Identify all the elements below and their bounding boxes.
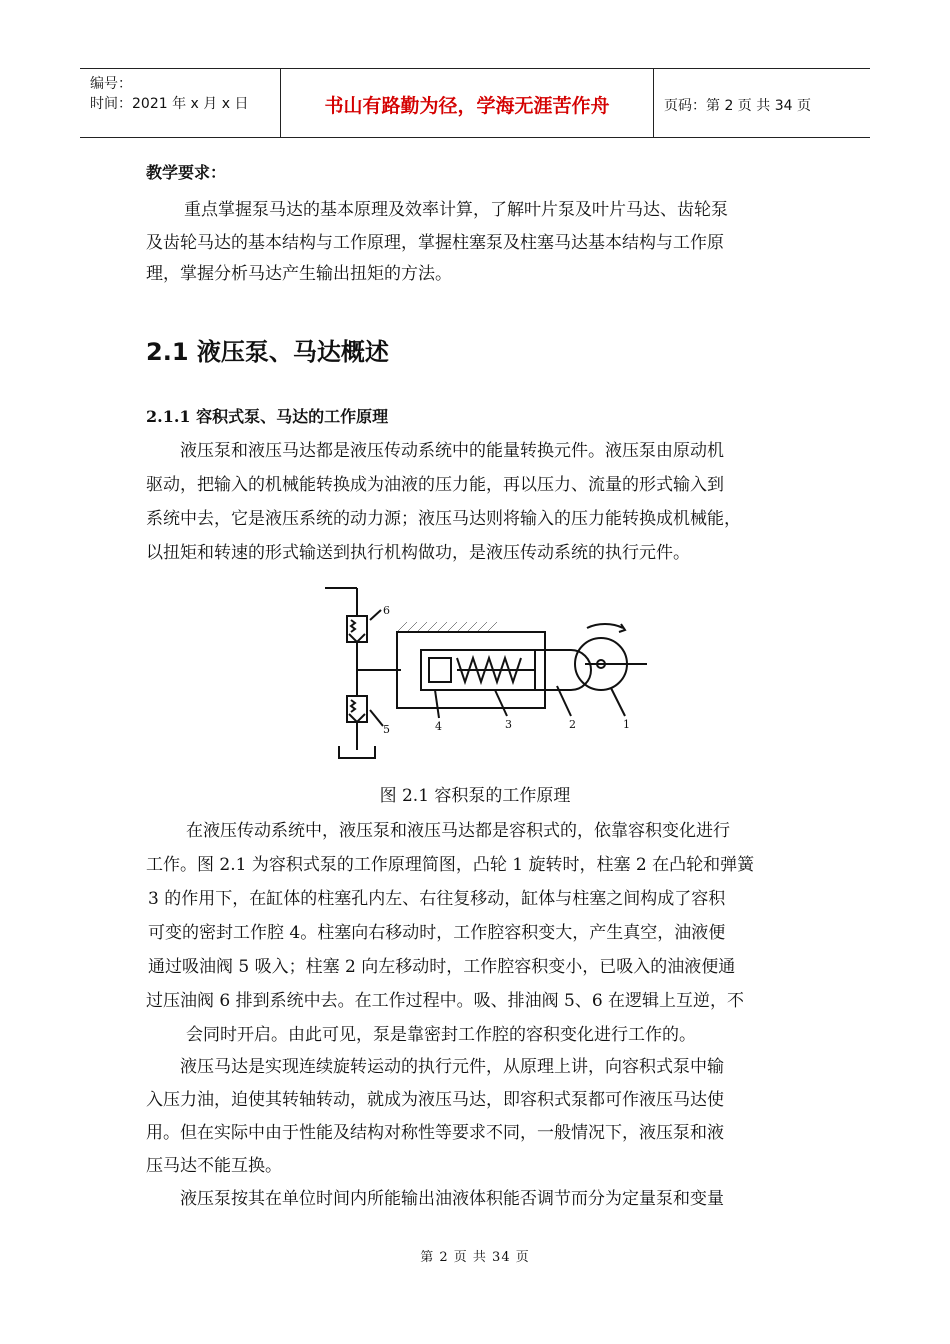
figure-label: 1 (623, 718, 630, 731)
paragraph-line: 工作。图 2.1 为容积式泵的工作原理简图，凸轮 1 旋转时，柱塞 2 在凸轮和弹簧 (146, 855, 755, 875)
page-footer: 第 2 页 共 34 页 (420, 1250, 530, 1265)
figure-label: 6 (383, 604, 390, 617)
paragraph-line: 在液压传动系统中，液压泵和液压马达都是容积式的，依靠容积变化进行 (186, 821, 730, 841)
pump-principle-figure (325, 578, 655, 768)
paragraph-line: 液压马达是实现连续旋转运动的执行元件，从原理上讲，向容积式泵中输 (180, 1057, 724, 1077)
requirements-line: 重点掌握泵马达的基本原理及效率计算，了解叶片泵及叶片马达、齿轮泵 (184, 200, 728, 220)
figure-label: 3 (505, 718, 512, 731)
paragraph-line: 会同时开启。由此可见，泵是靠密封工作腔的容积变化进行工作的。 (186, 1025, 696, 1045)
paragraph-line: 过压油阀 6 排到系统中去。在工作过程中。吸、排油阀 5、6 在逻辑上互逆，不 (146, 991, 745, 1011)
paragraph-line: 用。但在实际中由于性能及结构对称性等要求不同，一般情况下，液压泵和液 (146, 1123, 724, 1143)
paragraph-line: 压马达不能互换。 (146, 1156, 282, 1176)
paragraph-line: 驱动，把输入的机械能转换成为油液的压力能，再以压力、流量的形式输入到 (146, 475, 724, 495)
motto: 书山有路勤为径，学海无涯苦作舟 (324, 95, 610, 117)
page-header (80, 68, 870, 138)
requirements-line: 及齿轮马达的基本结构与工作原理，掌握柱塞泵及柱塞马达基本结构与工作原 (146, 233, 724, 253)
header-meta-cell (80, 69, 281, 137)
paragraph-line: 液压泵和液压马达都是液压传动系统中的能量转换元件。液压泵由原动机 (180, 441, 724, 461)
paragraph-line: 系统中去，它是液压系统的动力源；液压马达则将输入的压力能转换成机械能， (146, 509, 741, 529)
paragraph-line: 可变的密封工作腔 4。柱塞向右移动时，工作腔容积变大，产生真空，油液便 (148, 923, 726, 943)
paragraph-line: 通过吸油阀 5 吸入；柱塞 2 向左移动时，工作腔容积变小，已吸入的油液便通 (148, 957, 736, 977)
requirements-line: 理，掌握分析马达产生输出扭矩的方法。 (146, 264, 452, 284)
paragraph-line: 以扭矩和转速的形式输送到执行机构做功，是液压传动系统的执行元件。 (146, 543, 690, 563)
header-motto-cell (281, 69, 654, 137)
date-line: 时间：2021 年 x 月 x 日 (90, 96, 249, 112)
number-label: 编号： (90, 76, 132, 92)
requirements-heading: 教学要求： (146, 163, 227, 182)
figure-caption: 图 2.1 容积泵的工作原理 (379, 786, 571, 806)
figure-label: 5 (383, 723, 390, 736)
subsection-title: 2.1.1 容积式泵、马达的工作原理 (146, 407, 389, 426)
paragraph-line: 液压泵按其在单位时间内所能输出油液体积能否调节而分为定量泵和变量 (180, 1189, 724, 1209)
figure-label: 4 (435, 720, 442, 733)
paragraph-line: 入压力油，迫使其转轴转动，就成为液压马达，即容积式泵都可作液压马达使 (146, 1090, 724, 1110)
figure-label: 2 (569, 718, 576, 731)
section-title: 2.1 液压泵、马达概述 (146, 338, 389, 366)
header-page-cell (654, 69, 870, 137)
paragraph-line: 3 的作用下，在缸体的柱塞孔内左、右往复移动，缸体与柱塞之间构成了容积 (148, 889, 726, 909)
page-info: 页码：第 2 页 共 34 页 (664, 98, 811, 114)
